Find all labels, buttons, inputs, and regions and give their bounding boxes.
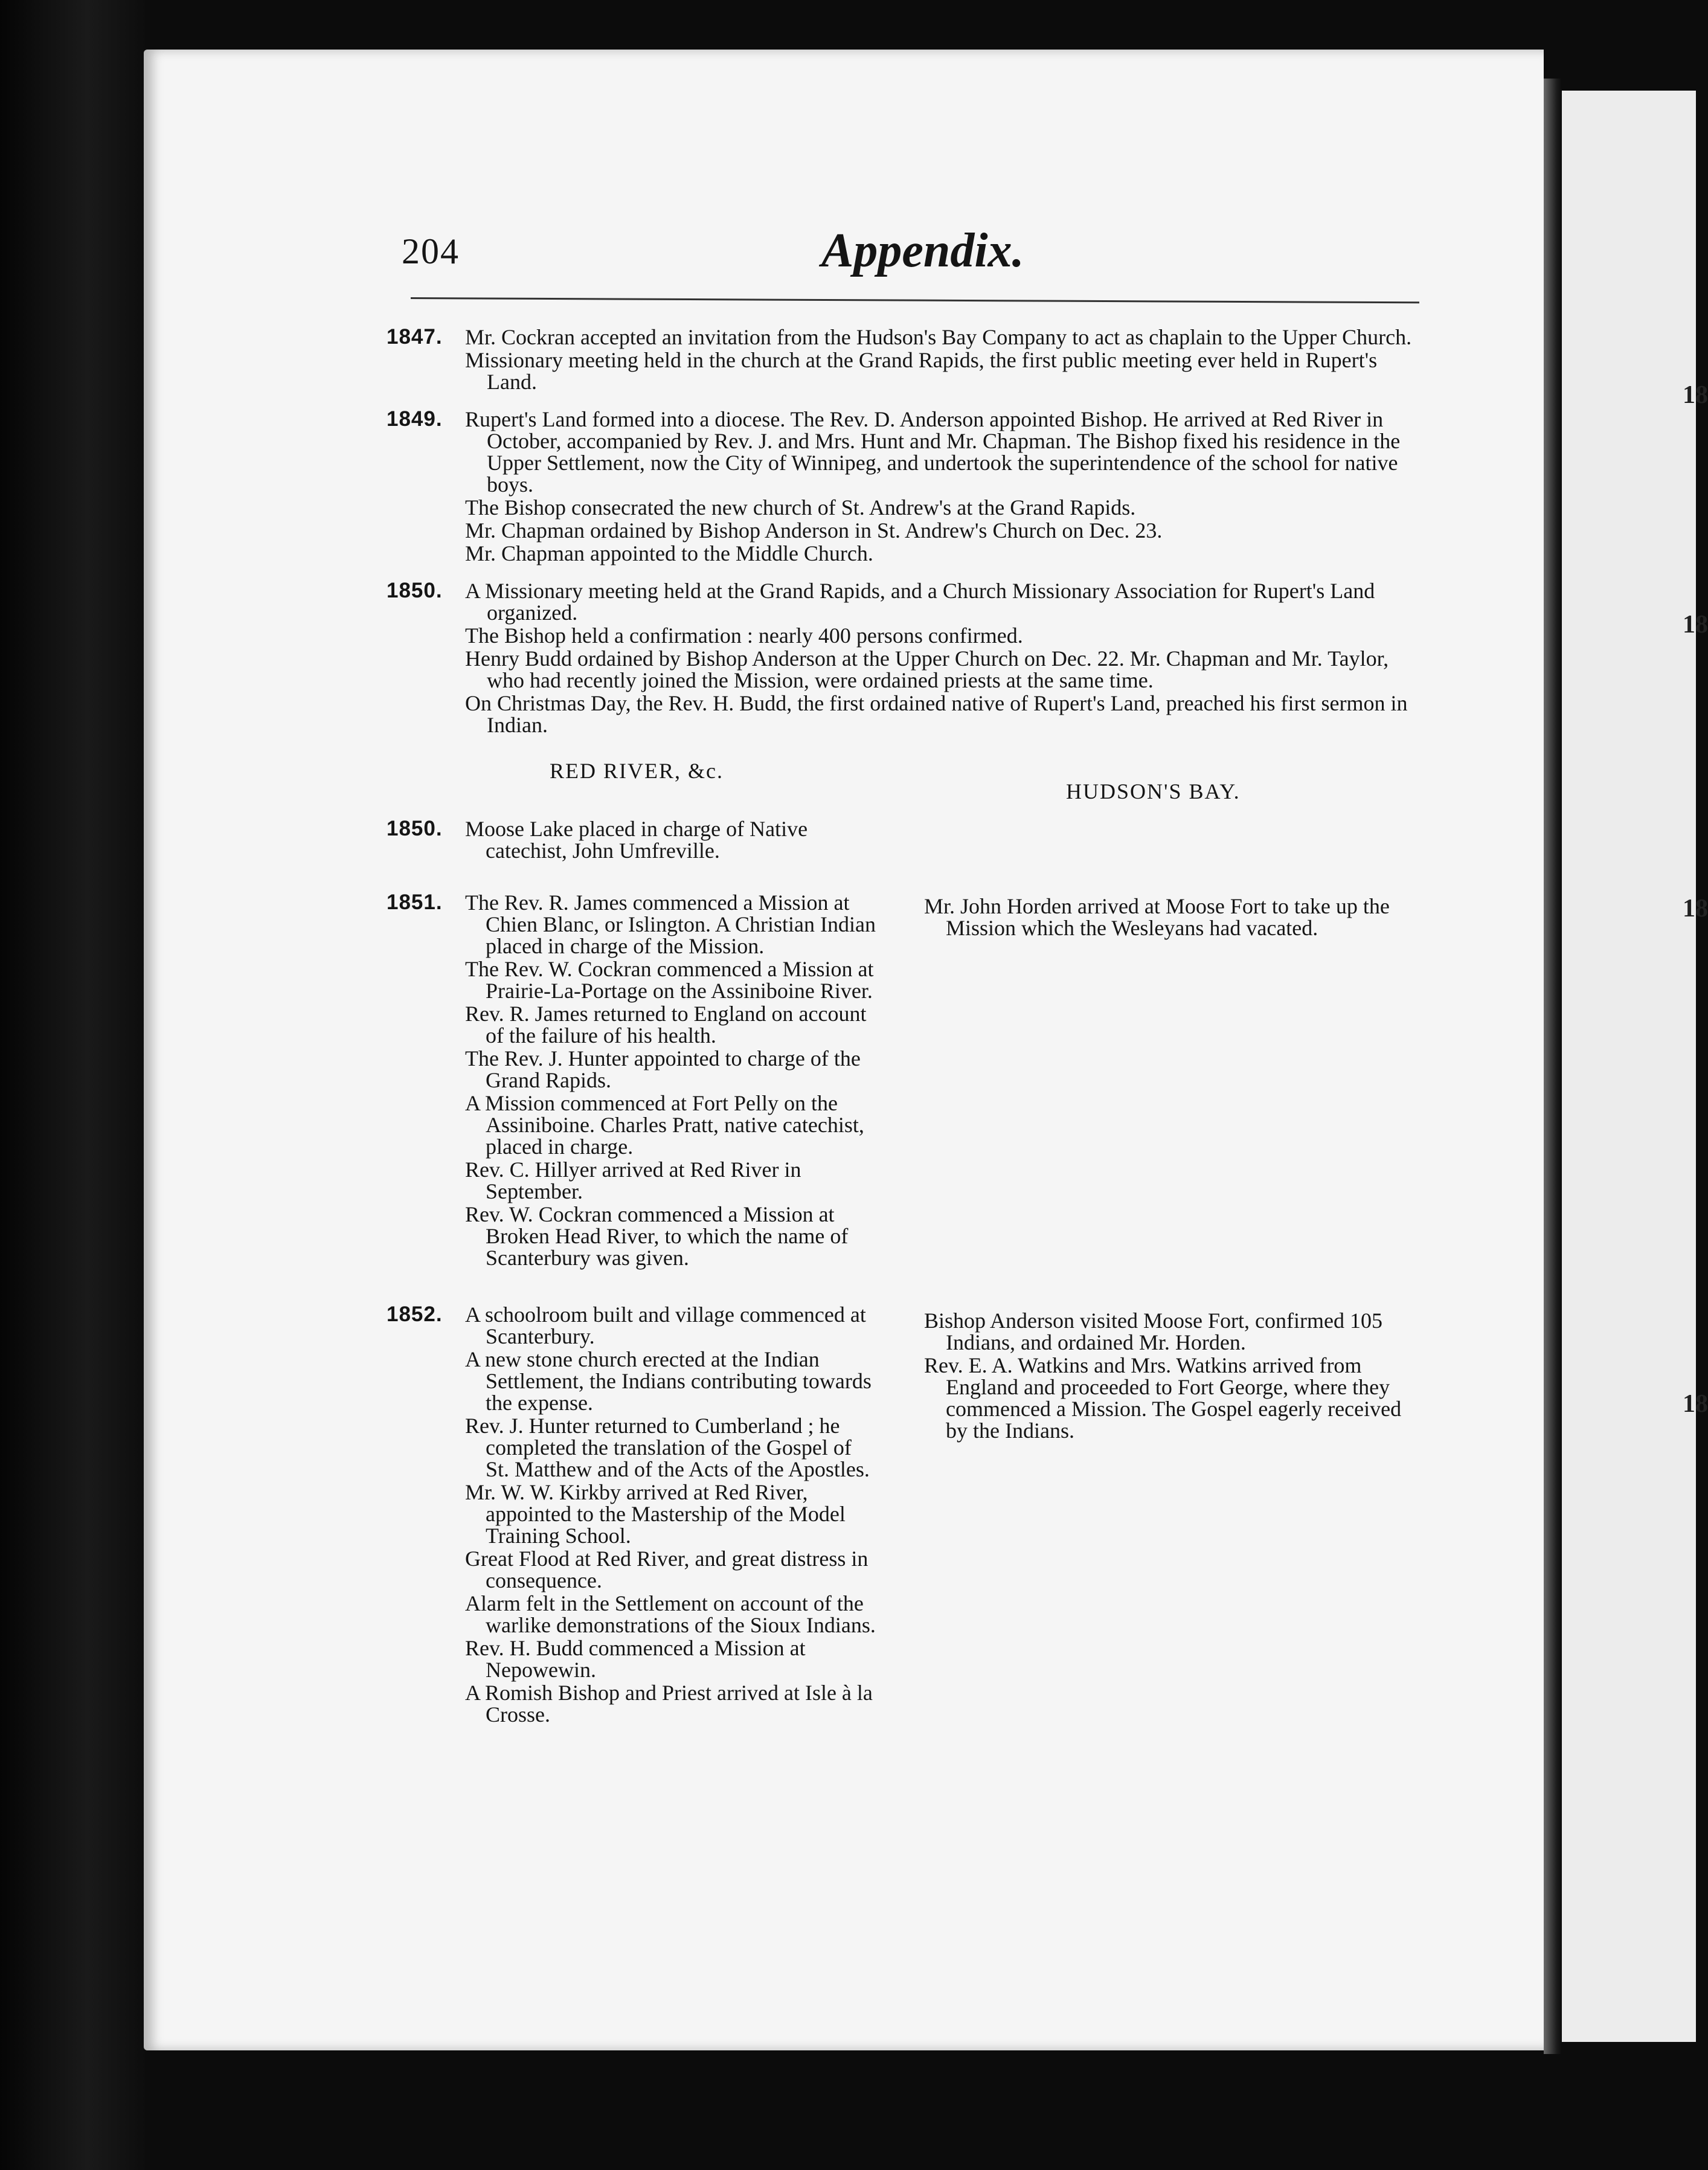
entry-line: Rev. H. Budd commenced a Mission at Nepowewin. (465, 1636, 806, 1682)
entry-line: On Christmas Day, the Rev. H. Budd, the first ordained native of Rupert's Land, preached his first sermon in Indian. (465, 691, 1408, 737)
adjacent-page-fragment: 18 (1683, 1390, 1708, 1418)
year-label: 1850. (387, 579, 443, 602)
entry-line: The Rev. J. Hunter appointed to charge of the Grand Rapids. (465, 1046, 861, 1092)
entry-line: The Bishop consecrated the new church of St. Andrew's at the Grand Rapids. (465, 495, 1136, 520)
book-spine (1544, 79, 1562, 2054)
two-column-section (387, 760, 1425, 1725)
column-headings (387, 760, 1425, 818)
entry-line: Alarm felt in the Settlement on account of the warlike demonstrations of the Sioux Indians. (465, 1591, 876, 1637)
year-entry-1849 (387, 408, 1425, 564)
entry-line: Mr. Chapman appointed to the Middle Church. (465, 541, 873, 565)
entry-line: A Mission commenced at Fort Pelly on the Assiniboine. Charles Pratt, native catechist, placed in charge. (465, 1091, 864, 1159)
year-label: 1849. (387, 407, 443, 431)
entry-line: Bishop Anderson visited Moose Fort, confirmed 105 Indians, and ordained Mr. Horden. (924, 1309, 1382, 1354)
adjacent-page-fragment: 18 (1683, 381, 1708, 409)
entry-line: The Rev. R. James commenced a Mission at Chien Blanc, or Islington. A Christian Indian placed in charge of the Mission. (465, 890, 876, 958)
entry-line: Henry Budd ordained by Bishop Anderson at the Upper Church on Dec. 22. Mr. Chapman and Mr. Taylor, who had recently joined the Mission, were ordained priests at the same time. (465, 646, 1389, 692)
page-header (402, 224, 1428, 290)
entry-line: Rupert's Land formed into a diocese. The Rev. D. Anderson appointed Bishop. He arrived at Red River in October, accompanied by Rev. J. and Mrs. Hunt and Mr. Chapman. The Bishop fixed his residence in the Upper Settlement, now the City of Winnipeg, and undertook the superintendence of the school for native boys. (465, 407, 1401, 497)
book-left-edge (0, 0, 145, 2170)
column-row-1851 (387, 892, 1425, 1269)
entry-line: Mr. Chapman ordained by Bishop Anderson in St. Andrew's Church on Dec. 23. (465, 518, 1163, 542)
hudsons-bay-column (924, 895, 1407, 939)
adjacent-page-fragment: 18 (1683, 611, 1708, 639)
entry-line: Rev. R. James returned to England on account of the failure of his health. (465, 1002, 867, 1048)
red-river-column (465, 818, 876, 861)
entry-line: Rev. W. Cockran commenced a Mission at Broken Head River, to which the name of Scanterbury was given. (465, 1202, 849, 1270)
column-row-1850 (387, 818, 1425, 861)
entry-line: A schoolroom built and village commenced at Scanterbury. (465, 1302, 866, 1348)
page-body (387, 326, 1425, 1725)
entry-line: Moose Lake placed in charge of Native catechist, John Umfreville. (465, 817, 808, 863)
entry-line: Rev. E. A. Watkins and Mrs. Watkins arrived from England and proceeded to Fort George, where they commenced a Mission. The Gospel eagerly received by the Indians. (924, 1353, 1402, 1443)
column-heading-hudsons-bay: HUDSON'S BAY. (1066, 779, 1241, 803)
entry-line: Mr. W. W. Kirkby arrived at Red River, appointed to the Mastership of the Model Training School. (465, 1480, 846, 1548)
entry-line: A Missionary meeting held at the Grand Rapids, and a Church Missionary Association for Rupert's Land organized. (465, 579, 1375, 625)
entry-line: Rev. C. Hillyer arrived at Red River in September. (465, 1157, 801, 1203)
page-number: 204 (402, 231, 460, 271)
year-entry-1850 (387, 580, 1425, 736)
entry-line: A Romish Bishop and Priest arrived at Isle à la Crosse. (465, 1681, 873, 1727)
entry-line: The Rev. W. Cockran commenced a Mission at Prairie-La-Portage on the Assiniboine River. (465, 957, 874, 1003)
adjacent-page (1562, 91, 1708, 2042)
column-row-1852 (387, 1304, 1425, 1725)
year-entry-1847 (387, 326, 1425, 393)
red-river-column (465, 1304, 876, 1725)
adjacent-page-fragment: 18 (1683, 895, 1708, 922)
entry-line: A new stone church erected at the Indian Settlement, the Indians contributing towards the expense. (465, 1347, 872, 1415)
year-label: 1847. (387, 325, 443, 349)
entry-line: Great Flood at Red River, and great distress in consequence. (465, 1547, 868, 1592)
entry-line: Missionary meeting held in the church at the Grand Rapids, the first public meeting ever held in Rupert's Land. (465, 348, 1378, 394)
year-label: 1852. (387, 1302, 443, 1326)
column-heading-red-river: RED RIVER, &c. (550, 759, 724, 783)
entry-line: Rev. J. Hunter returned to Cumberland ; he completed the translation of the Gospel of St. Matthew and of the Acts of the Apostles. (465, 1414, 870, 1481)
entry-line: Mr. John Horden arrived at Moose Fort to take up the Mission which the Wesleyans had vacated. (924, 894, 1390, 940)
red-river-column (465, 892, 876, 1269)
hudsons-bay-column (924, 1310, 1407, 1441)
year-label: 1851. (387, 890, 443, 914)
running-title: Appendix. (821, 224, 1024, 277)
entry-line: The Bishop held a confirmation : nearly 400 persons confirmed. (465, 623, 1023, 648)
entry-line: Mr. Cockran accepted an invitation from the Hudson's Bay Company to act as chaplain to the Upper Church. (465, 325, 1412, 349)
year-label: 1850. (387, 817, 443, 840)
